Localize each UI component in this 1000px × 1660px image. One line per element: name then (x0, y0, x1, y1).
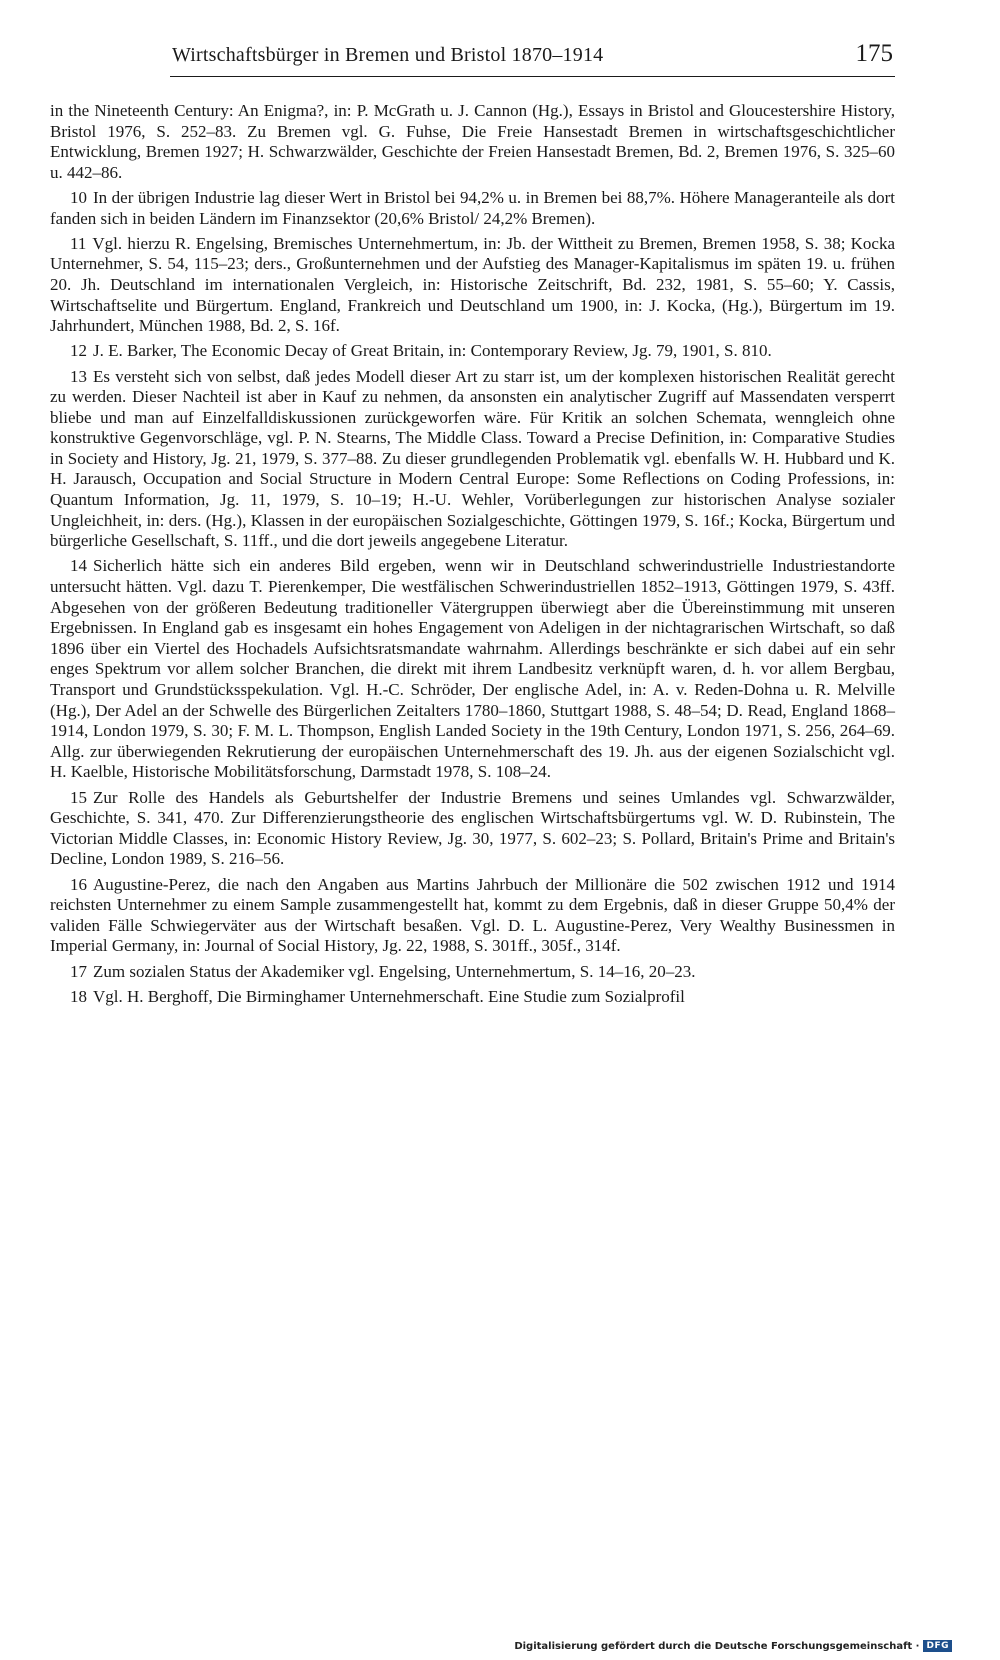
footnote-number: 14 (70, 556, 87, 576)
footnote-number: 15 (70, 787, 87, 807)
footnote-15 (50, 788, 895, 870)
footnote-13 (50, 367, 895, 552)
credit-text: Digitalisierung gefördert durch die Deutsche Forschungsgemeinschaft · (514, 1640, 920, 1652)
footnote-12 (50, 341, 895, 362)
footnote-text: Vgl. hierzu R. Engelsing, Bremisches Unternehmertum, in: Jb. der Wittheit zu Bremen, Bremen 1958, S. 38; Kocka Unternehmer, S. 54, 115–23; ders., Großunternehmen und der Aufstieg des Manager-Kapitalismus im späten 19. u. frühen 20. Jh. Deutschland im internationalen Vergleich, in: Historische Zeitschrift, Bd. 232, 1981, S. 55–60; Y. Cassis, Wirtschaftselite und Bürgertum. England, Frankreich und Deutschland um 1900, in: J. Kocka, (Hg.), Bürgertum im 19. Jahrhundert, München 1988, Bd. 2, S. 16f. (50, 233, 895, 336)
footnote-17 (50, 962, 895, 983)
running-title: Wirtschaftsbürger in Bremen und Bristol 1870–1914 (172, 44, 604, 66)
footnote-text: Augustine-Perez, die nach den Angaben aus Martins Jahrbuch der Millionäre die 502 zwischen 1912 und 1914 reichsten Unternehmer zu einem Sample zusammengestellt hat, kommt zu dem Ergebnis, daß in dieser Gruppe 50,4% der validen Fälle Schwiegerväter aus der Wirtschaft besaßen. Vgl. D. L. Augustine-Perez, Very Wealthy Businessmen in Imperial Germany, in: Journal of Social History, Jg. 22, 1988, S. 301ff., 305f., 314f. (50, 874, 895, 956)
footnote-10 (50, 188, 895, 229)
footnote-number: 17 (70, 961, 87, 981)
footnote-number: 16 (70, 874, 87, 894)
page-number: 175 (855, 40, 893, 67)
page (50, 40, 895, 1012)
footnote-continuation (50, 101, 895, 183)
footnote-text: in the Nineteenth Century: An Enigma?, in: P. McGrath u. J. Cannon (Hg.), Essays in Bristol and Gloucestershire History, Bristol 1976, S. 252–83. Zu Bremen vgl. G. Fuhse, Die Freie Hansestadt Bremen in wirtschaftsgeschichtlicher Entwicklung, Bremen 1927; H. Schwarzwälder, Geschichte der Freien Hansestadt Bremen, Bd. 2, Bremen 1976, S. 325–60 u. 442–86. (50, 101, 895, 182)
footnote-text: J. E. Barker, The Economic Decay of Great Britain, in: Contemporary Review, Jg. 79, 1901, S. 810. (93, 341, 772, 361)
footnotes (50, 101, 895, 1007)
digitization-credit (514, 1640, 952, 1652)
footnote-text: Vgl. H. Berghoff, Die Birminghamer Unternehmerschaft. Eine Studie zum Sozialprofil (93, 986, 685, 1006)
footnote-text: Sicherlich hätte sich ein anderes Bild ergeben, wenn wir in Deutschland schwerindustrielle Industriestandorte untersucht hätten. Vgl. dazu T. Pierenkemper, Die westfälischen Schwerindustriellen 1852–1913, Göttingen 1979, S. 43ff. Abgesehen von der größeren Bedeutung traditioneller Vätergruppen überwiegt aber die Übereinstimmung mit unseren Ergebnissen. In England gab es insgesamt ein hohes Engagement von Adeligen in der nichtagrarischen Wirtschaft, so daß 1896 über ein Viertel des Hochadels Aufsichtsratsmandate wahrnahm. Allerdings beschränkte er sich dabei auf ein sehr enges Spektrum vor allem solcher Branchen, die direkt mit ihrem Landbesitz verknüpft waren, d. h. vor allem Bergbau, Transport und Grundstücksspekulation. Vgl. H.-C. Schröder, Der englische Adel, in: A. v. Reden-Dohna u. R. Melville (Hg.), Der Adel an der Schwelle des Bürgerlichen Zeitalters 1780–1860, Stuttgart 1988, S. 48–54; D. Read, England 1868–1914, London 1979, S. 30; F. M. L. Thompson, English Landed Society in the 19th Century, London 1971, S. 256, 264–69. Allg. zur überwiegenden Rekrutierung der europäischen Unternehmerschaft des 19. Jh. aus der eigenen Sozialschicht vgl. H. Kaelble, Historische Mobilitätsforschung, Darmstadt 1978, S. 108–24. (50, 556, 895, 782)
footnote-number: 13 (70, 366, 87, 386)
footnote-text: Zur Rolle des Handels als Geburtshelfer der Industrie Bremens und seines Umlandes vgl. Schwarzwälder, Geschichte, S. 341, 470. Zur Differenzierungstheorie des englischen Wirtschaftsbürgertums vgl. W. D. Rubinstein, The Victorian Middle Classes, in: Economic History Review, Jg. 30, 1977, S. 602–23; S. Pollard, Britain's Prime and Britain's Decline, London 1989, S. 216–56. (50, 787, 895, 869)
footnote-number: 12 (70, 341, 87, 361)
footnote-number: 11 (70, 233, 87, 253)
dfg-logo: DFG (923, 1640, 952, 1652)
footnote-text: In der übrigen Industrie lag dieser Wert in Bristol bei 94,2% u. in Bremen bei 88,7%. Höhere Manageranteile als dort fanden sich in beiden Ländern im Finanzsektor (20,6% Bristol/ 24,2% Bremen). (50, 187, 895, 228)
footnote-text: Es versteht sich von selbst, daß jedes Modell dieser Art zu starr ist, um der komplexen historischen Realität gerecht zu werden. Dieser Nachteil ist aber in Kauf zu nehmen, da ansonsten ein analytischer Zugriff auf Massendaten versperrt bliebe und man auf Einzelfalldiskussionen zurückgeworfen wäre. Für Kritik an solchen Schemata, wenngleich ohne konstruktive Gegenvorschläge, vgl. P. N. Stearns, The Middle Class. Toward a Precise Definition, in: Comparative Studies in Society and History, Jg. 21, 1979, S. 377–88. Zu dieser grundlegenden Problematik vgl. ebenfalls W. H. Hubbard und K. H. Jarausch, Occupation and Social Structure in Modern Central Europe: Some Reflections on Coding Professions, in: Quantum Information, Jg. 11, 1979, S. 10–19; H.-U. Wehler, Vorüberlegungen zur historischen Analyse sozialer Ungleichheit, in: ders. (Hg.), Klassen in der europäischen Sozialgeschichte, Göttingen 1979, S. 16f.; Kocka, Bürgertum und bürgerliche Gesellschaft, S. 11ff., und die dort jeweils angegebene Literatur. (50, 366, 895, 551)
footnote-number: 18 (70, 986, 87, 1006)
footnote-14 (50, 556, 895, 783)
footnote-11 (50, 234, 895, 337)
footnote-number: 10 (70, 187, 87, 207)
footnote-16 (50, 875, 895, 957)
running-head (170, 40, 895, 77)
footnote-18 (50, 987, 895, 1008)
footnote-text: Zum sozialen Status der Akademiker vgl. Engelsing, Unternehmertum, S. 14–16, 20–23. (93, 961, 696, 981)
